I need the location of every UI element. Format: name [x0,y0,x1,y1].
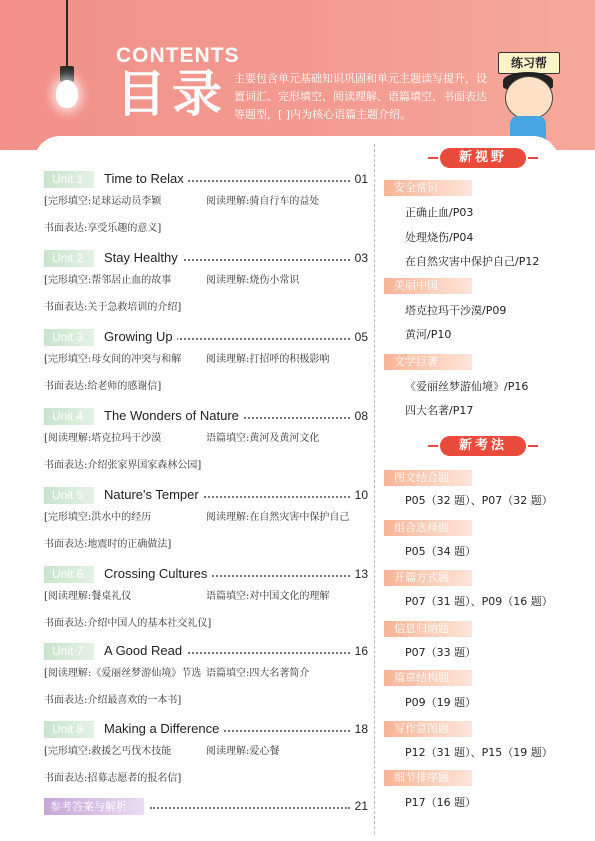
desc-left: [完形填空:洪水中的经历 [44,512,152,523]
category-tag: 写作意图题 [384,721,472,737]
unit-tab: Unit 8 [44,721,94,738]
unit-desc-line1 [44,511,350,525]
answers-page: 21 [354,799,368,813]
column-divider [374,144,376,834]
unit-desc-line2: 书面表达:关于急救培训的介绍] [44,302,182,313]
unit-desc-line1 [44,590,330,604]
list-item[interactable]: P17（16 题） [405,796,477,809]
desc-right: 语篇填空:四大名著简介 [206,668,310,679]
list-item[interactable]: 正确止血/P03 [405,206,474,219]
header-banner [0,0,595,150]
list-item[interactable]: 四大名著/P17 [405,404,474,417]
unit-title: Time to Relax [104,170,188,188]
unit-row[interactable] [44,721,368,739]
unit-desc-line2: 书面表达:给老师的感谢信] [44,381,162,392]
unit-desc-line1 [44,353,330,367]
unit-row[interactable] [44,566,368,584]
desc-right: 阅读理解:打招呼的积极影响 [206,354,330,365]
desc-left: [阅读理解:塔克拉玛干沙漠 [44,433,162,444]
intro-text: 主要包含单元基础知识巩固和单元主题读写提升，设置词汇、完形填空、阅读理解、语篇填空、书面表达等题型，[ ]内为核心语篇主题介绍。 [234,72,487,121]
list-item[interactable]: P05（34 题） [405,545,477,558]
unit-title: Crossing Cultures [104,565,211,583]
list-item[interactable]: 处理烧伤/P04 [405,231,474,244]
new-exam-heading: 新考法 [440,436,526,456]
unit-desc-line1 [44,745,280,759]
mascot-sign: 练习帮 [498,52,560,74]
leader-dots [150,807,350,809]
unit-tab: Unit 3 [44,329,94,346]
unit-row[interactable] [44,408,368,426]
desc-right: 阅读理解:骑自行车的益处 [206,196,320,207]
unit-desc-line2: 书面表达:招募志愿者的报名信] [44,773,182,784]
unit-title: Growing Up [104,328,177,346]
list-item[interactable]: P07（33 题） [405,646,477,659]
answers-tab[interactable]: 参考答案与解析 [44,798,144,815]
unit-row[interactable] [44,171,368,189]
unit-title: The Wonders of Nature [104,407,243,425]
unit-desc-line1 [44,274,300,288]
category-tag: 细节排序题 [384,770,472,786]
list-item[interactable]: 《爱丽丝梦游仙境》/P16 [405,380,529,393]
category-tag: 图文结合题 [384,470,472,486]
unit-row[interactable] [44,643,368,661]
unit-desc-line2: 书面表达:介绍最喜欢的一本书] [44,695,182,706]
unit-desc-line2: 书面表达:介绍张家界国家森林公园] [44,460,202,471]
unit-title: A Good Read [104,642,186,660]
unit-page: 10 [354,488,368,502]
category-tag: 开篇方式题 [384,570,472,586]
unit-tab: Unit 2 [44,250,94,267]
list-item[interactable]: P05（32 题）、P07（32 题） [405,494,553,507]
unit-desc-line2: 书面表达:地震时的正确做法] [44,539,172,550]
unit-page: 05 [354,330,368,344]
category-tag: 文学巨著 [384,354,472,370]
desc-left: [阅读理解:《爱丽丝梦游仙境》节选 [44,668,202,679]
unit-title: Making a Difference [104,720,223,738]
category-tag: 安全常识 [384,180,472,196]
desc-right: 阅读理解:烧伤小常识 [206,275,300,286]
unit-page: 01 [354,172,368,186]
desc-left: [完形填空:救援乞丐伐木技能 [44,746,172,757]
unit-desc-line2: 书面表达:享受乐趣的意义] [44,223,162,234]
desc-left: [完形填空:母女间的冲突与和解 [44,354,182,365]
unit-row[interactable] [44,329,368,347]
unit-title: Stay Healthy [104,249,182,267]
unit-page: 03 [354,251,368,265]
lamp-cord [66,0,68,70]
desc-right: 阅读理解:在自然灾害中保护自己 [206,512,350,523]
category-tag: 美丽中国 [384,278,472,294]
answers-row[interactable] [150,798,368,816]
desc-right: 语篇填空:黄河及黄河文化 [206,433,320,444]
desc-left: [完形填空:帮邻居止血的故事 [44,275,172,286]
unit-desc-line1 [44,667,310,681]
list-item[interactable]: P09（19 题） [405,696,477,709]
lightbulb-icon [56,80,78,108]
list-item[interactable]: P07（31 题）、P09（16 题） [405,595,553,608]
unit-page: 16 [354,644,368,658]
unit-title: Nature's Temper [104,486,203,504]
unit-tab: Unit 5 [44,487,94,504]
desc-left: [阅读理解:餐桌礼仪 [44,591,132,602]
mascot-face-icon [505,76,553,120]
category-tag: 篇章结构题 [384,670,472,686]
category-tag: 组合选择题 [384,520,472,536]
unit-row[interactable] [44,487,368,505]
category-tag: 信息归纳题 [384,621,472,637]
list-item[interactable]: 塔克拉玛干沙漠/P09 [405,304,507,317]
contents-title-en: CONTENTS [116,44,240,67]
unit-page: 13 [354,567,368,581]
unit-page: 08 [354,409,368,423]
desc-right: 阅读理解:爱心餐 [206,746,280,757]
unit-page: 18 [354,722,368,736]
list-item[interactable]: P12（31 题）、P15（19 题） [405,746,553,759]
unit-tab: Unit 7 [44,643,94,660]
unit-desc-line2: 书面表达:介绍中国人的基本社交礼仪] [44,618,212,629]
unit-desc-line1 [44,432,320,446]
new-vision-heading: 新视野 [440,148,526,168]
unit-desc-line1 [44,195,320,209]
contents-title-cn: 目录 [116,65,228,123]
unit-tab: Unit 1 [44,171,94,188]
list-item[interactable]: 在自然灾害中保护自己/P12 [405,255,540,268]
unit-tab: Unit 6 [44,566,94,583]
list-item[interactable]: 黄河/P10 [405,328,452,341]
unit-row[interactable] [44,250,368,268]
unit-tab: Unit 4 [44,408,94,425]
desc-right: 语篇填空:对中国文化的理解 [206,591,330,602]
desc-left: [完形填空:足球运动员李颖 [44,196,162,207]
